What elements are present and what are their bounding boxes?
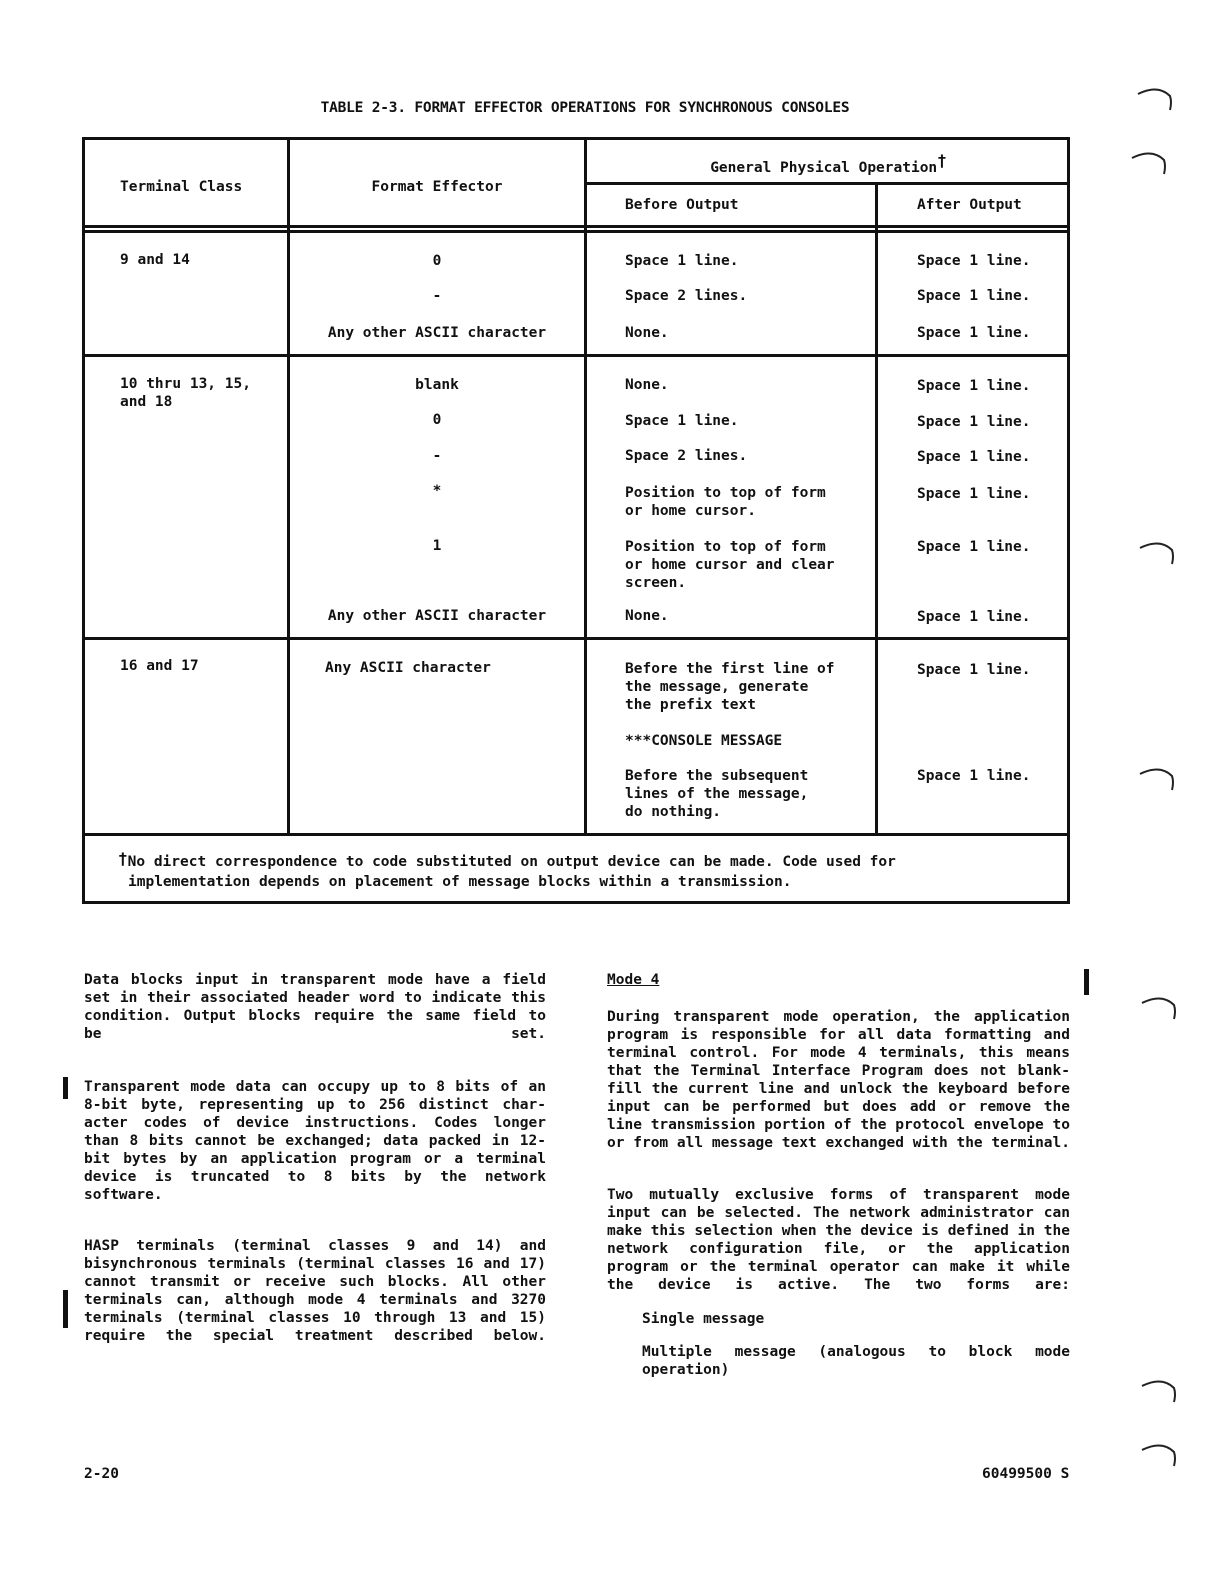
before-output-cell: Position to top of form or home cursor and clear screen.: [625, 539, 835, 591]
mode-4-heading: Mode 4: [607, 972, 660, 988]
effector-cell: 0: [432, 412, 442, 428]
before-output-cell: Space 1 line.: [625, 413, 739, 429]
effector-cell: -: [432, 448, 442, 464]
left-para-1: Data blocks input in transparent mode have a field set in their associated header word to indicate this condition. Output blocks require the same field to be set.: [84, 972, 546, 1042]
effector-cell: *: [432, 483, 442, 499]
before-output-cell: Before the first line of the message, generate the prefix text: [625, 661, 835, 713]
terminal-class-cell: 16 and 17: [120, 658, 199, 674]
binder-hole-mark-icon: [1130, 150, 1170, 176]
header-terminal-class: Terminal Class: [120, 179, 243, 195]
effector-cell: -: [432, 288, 442, 304]
header-general-physical-operation: General Physical Operation†: [710, 151, 947, 176]
table-title: TABLE 2-3. FORMAT EFFECTOR OPERATIONS FOR SYNCHRONOUS CONSOLES: [320, 100, 850, 116]
document-number: 60499500 S: [982, 1466, 1070, 1482]
after-output-cell: Space 1 line.: [917, 486, 1031, 502]
right-para-2: Two mutually exclusive forms of transparent mode input can be selected. The network administrator can make this selection when the device is defined in the network configuration file, or the application program or the terminal operator can make it while the device is active. The two forms are:: [607, 1187, 1070, 1293]
before-output-cell: Space 1 line.: [625, 253, 739, 269]
binder-hole-mark-icon: [1138, 540, 1178, 566]
change-bar: [63, 1077, 68, 1099]
before-output-cell: Before the subsequent lines of the message, do nothing.: [625, 768, 809, 820]
footnote-dagger: †: [118, 849, 128, 868]
effector-cell: 1: [432, 538, 442, 554]
before-output-cell: None.: [625, 325, 669, 341]
header-format-effector: Format Effector: [371, 179, 503, 195]
effector-cell: blank: [415, 377, 459, 393]
page-number: 2-20: [84, 1466, 119, 1482]
effector-cell: Any other ASCII character: [327, 325, 547, 341]
effector-cell: Any ASCII character: [325, 660, 491, 676]
table-footnote-line2: implementation depends on placement of message blocks within a transmission.: [128, 874, 792, 890]
binder-hole-mark-icon: [1140, 1378, 1180, 1404]
right-para-1: During transparent mode operation, the application program is responsible for all data formatting and terminal control. For mode 4 terminals, this means that the Terminal Interface Program does not blankfill the current line and unlock the keyboard before input can be performed but does add or remove the line transmission portion of the protocol envelope to or from all message text exchanged with the terminal.: [607, 1009, 1070, 1151]
before-output-cell: Space 2 lines.: [625, 288, 748, 304]
form-item-multiple: Multiple message (analogous to block mode operation): [642, 1344, 1070, 1378]
after-output-cell: Space 1 line.: [917, 414, 1031, 430]
binder-hole-mark-icon: [1138, 766, 1178, 792]
after-output-cell: Space 1 line.: [917, 768, 1031, 784]
effector-cell: Any other ASCII character: [327, 608, 547, 624]
after-output-cell: Space 1 line.: [917, 449, 1031, 465]
after-output-cell: Space 1 line.: [917, 609, 1031, 625]
after-output-cell: Space 1 line.: [917, 539, 1031, 555]
change-bar: [63, 1290, 68, 1328]
change-bar: [1084, 969, 1089, 995]
table-footnote: †No direct correspondence to code substituted on output device can be made. Code used for: [118, 849, 896, 870]
header-after-output: After Output: [917, 197, 1022, 213]
terminal-class-cell: 10 thru 13, 15, and 18: [120, 376, 251, 410]
before-output-cell: Position to top of form or home cursor.: [625, 485, 826, 519]
header-before-output: Before Output: [625, 197, 739, 213]
before-output-cell: None.: [625, 377, 669, 393]
left-para-3: HASP terminals (terminal classes 9 and 14) and bisynchronous terminals (terminal classes 16 and 17) cannot transmit or receive such blocks. All other terminals can, although mode 4 terminals and 3270 terminals (terminal classes 10 through 13 and 15) require the special treatment described below.: [84, 1238, 546, 1344]
after-output-cell: Space 1 line.: [917, 288, 1031, 304]
left-para-2: Transparent mode data can occupy up to 8 bits of an 8-bit byte, representing up to 256 distinct character codes of device instructions. Codes longer than 8 bits cannot be exchanged; data packed in 12-bit bytes by an application program or a terminal device is truncated to 8 bits by the network software.: [84, 1079, 546, 1203]
after-output-cell: Space 1 line.: [917, 253, 1031, 269]
after-output-cell: Space 1 line.: [917, 325, 1031, 341]
format-effector-table: [82, 137, 1070, 904]
binder-hole-mark-icon: [1140, 995, 1180, 1021]
terminal-class-cell: 9 and 14: [120, 252, 190, 268]
binder-hole-mark-icon: [1140, 1442, 1180, 1468]
before-output-cell: Space 2 lines.: [625, 448, 748, 464]
binder-hole-mark-icon: [1136, 86, 1176, 112]
effector-cell: 0: [432, 253, 442, 269]
after-output-cell: Space 1 line.: [917, 378, 1031, 394]
form-item-single: Single message: [642, 1311, 765, 1327]
before-output-cell: ***CONSOLE MESSAGE: [625, 733, 783, 749]
before-output-cell: None.: [625, 608, 669, 624]
after-output-cell: Space 1 line.: [917, 662, 1031, 678]
dagger-mark: †: [937, 151, 947, 170]
